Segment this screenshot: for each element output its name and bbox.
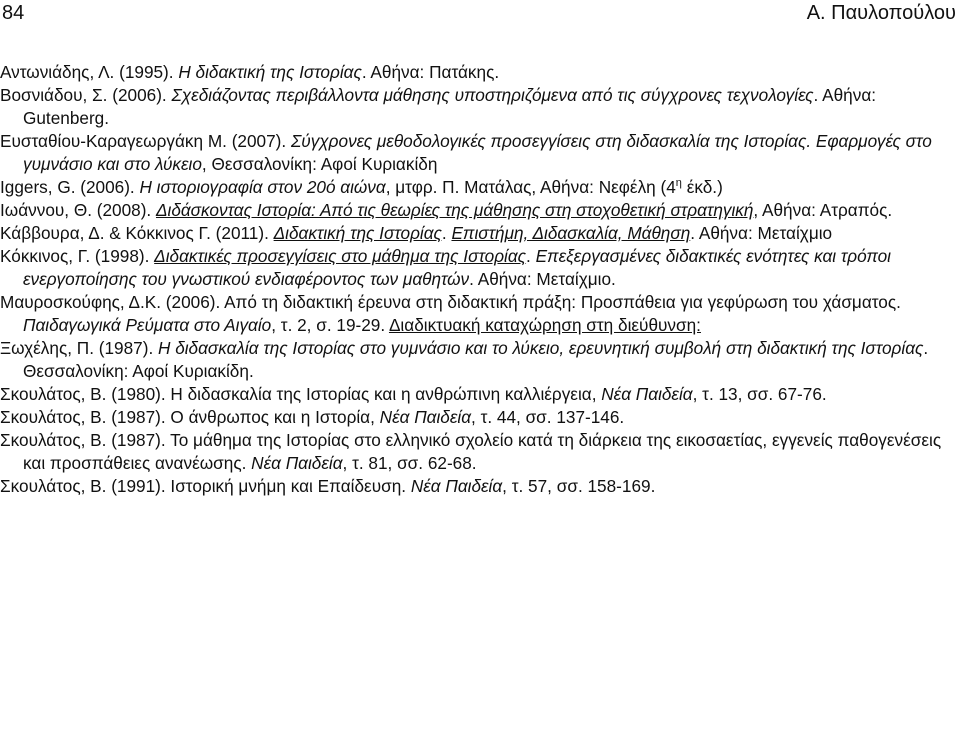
reference-text: . Θεσσαλονίκη: Αφοί Κυριακίδη. <box>23 338 929 381</box>
reference-text: Επιστήμη, Διδασκαλία, Μάθηση <box>451 223 691 243</box>
reference-entry <box>0 130 958 176</box>
reference-text: . <box>526 246 536 266</box>
reference-text: Η διδασκαλία της Ιστορίας στο γυμνάσιο και το λύκειο, ερευνητική συμβολή στη διδακτική της Ιστορίας <box>158 338 924 358</box>
reference-entry <box>0 406 958 429</box>
reference-entry <box>0 222 958 245</box>
reference-text: Iggers, G. (2006). <box>0 177 140 197</box>
reference-text: , τ. 57, σσ. 158-169. <box>502 476 656 496</box>
reference-entry <box>0 199 958 222</box>
page-number: 84 <box>2 2 25 24</box>
reference-text: Επεξεργασμένες διδακτικές ενότητες και τρόποι ενεργοποίησης του γνωστικού ενδιαφέροντος των μαθητών <box>23 246 891 289</box>
page-header <box>0 0 960 28</box>
reference-text: Κόκκινος, Γ. (1998). <box>0 246 155 266</box>
reference-text: Μαυροσκούφης, Δ.Κ. (2006). Από τη διδακτική έρευνα στη διδακτική πράξη: Προσπάθεια για γεφύρωση του χάσματος. <box>0 292 901 312</box>
reference-entry <box>0 383 958 406</box>
reference-text: , τ. 2, σ. 19-29. <box>271 315 389 335</box>
reference-text: Σκουλάτος, Β. (1987). Το μάθημα της Ιστορίας στο ελληνικό σχολείο κατά τη διάρκεια της εικοσαετίας, εγγενείς παθογενέσεις και προσπάθειες ανανέωσης. <box>0 430 942 473</box>
reference-text: . <box>441 223 452 243</box>
reference-text: Παιδαγωγικά Ρεύματα στο Αιγαίο <box>23 315 272 335</box>
reference-text: Ευσταθίου-Καραγεωργάκη Μ. (2007). <box>0 131 291 151</box>
reference-text: , Αθήνα: Ατραπός. <box>753 200 893 220</box>
reference-entry <box>0 176 958 199</box>
reference-text: . Εφαρμογές στο γυμνάσιο και στο λύκειο <box>23 131 932 174</box>
reference-text: Σκουλάτος, Β. (1991). Ιστορική μνήμη και Επαίδευση. <box>0 476 411 496</box>
reference-text: Η διδακτική της Ιστορίας <box>178 62 362 82</box>
reference-text: Σύγχρονες μεθοδολογικές προσεγγίσεις στη διδασκαλία της Ιστορίας <box>290 131 807 151</box>
reference-entry <box>0 245 958 291</box>
reference-entry <box>0 291 958 337</box>
reference-text: Ιωάννου, Θ. (2008). <box>0 200 156 220</box>
reference-text: . Αθήνα: Μεταίχμιο <box>690 223 833 243</box>
reference-entry <box>0 475 958 498</box>
reference-list <box>0 61 958 498</box>
reference-entry <box>0 61 958 84</box>
reference-text: Διδακτικές προσεγγίσεις στο μάθημα της Ιστορίας <box>154 246 527 266</box>
reference-text: Βοσνιάδου, Σ. (2006). <box>0 85 172 105</box>
reference-entry <box>0 337 958 383</box>
reference-text: . Αθήνα: Gutenberg. <box>23 85 877 128</box>
reference-text: Σχεδιάζοντας περιβάλλοντα μάθησης υποστηριζόμενα από τις σύγχρονες τεχνολογίες <box>171 85 814 105</box>
reference-text: Σκουλάτος, Β. (1987). Ο άνθρωπος και η Ιστορία, <box>0 407 380 427</box>
reference-text: Κάββουρα, Δ. & Κόκκινος Γ. (2011). <box>0 223 274 243</box>
reference-text: , Θεσσαλονίκη: Αφοί Κυριακίδη <box>201 154 438 174</box>
reference-text: Νέα Παιδεία <box>601 384 693 404</box>
reference-text: έκδ.) <box>681 177 723 197</box>
reference-text: Διαδικτυακή καταχώρηση στη διεύθυνση: <box>388 315 701 335</box>
reference-text: Η ιστοριογραφία στον 20ό αιώνα <box>139 177 386 197</box>
reference-text: Νέα Παιδεία <box>410 476 503 496</box>
reference-text: Σκουλάτος, Β. (1980). Η διδασκαλία της Ιστορίας και η ανθρώπινη καλλιέργεια, <box>0 384 602 404</box>
reference-text: , τ. 13, σσ. 67-76. <box>692 384 827 404</box>
reference-text: Διδακτική της Ιστορίας <box>273 223 442 243</box>
reference-entry <box>0 429 958 475</box>
reference-entry <box>0 84 958 130</box>
reference-text: , τ. 44, σσ. 137-146. <box>471 407 625 427</box>
reference-text: Ξωχέλης, Π. (1987). <box>0 338 158 358</box>
reference-text: , μτφρ. Π. Ματάλας, Αθήνα: Νεφέλη (4 <box>385 177 676 197</box>
reference-text: Αντωνιάδης, Λ. (1995). <box>0 62 179 82</box>
running-head-author: Α. Παυλοπούλου <box>806 2 956 24</box>
superscript: η <box>675 177 682 189</box>
reference-text: , τ. 81, σσ. 62-68. <box>342 453 477 473</box>
reference-text: Νέα Παιδεία <box>379 407 472 427</box>
reference-text: . Αθήνα: Πατάκης. <box>361 62 500 82</box>
reference-text: Νέα Παιδεία <box>251 453 343 473</box>
reference-text: Διδάσκοντας Ιστορία: Από τις θεωρίες της μάθησης στη στοχοθετική στρατηγική <box>155 200 754 220</box>
reference-text: . Αθήνα: Μεταίχμιο. <box>469 269 616 289</box>
